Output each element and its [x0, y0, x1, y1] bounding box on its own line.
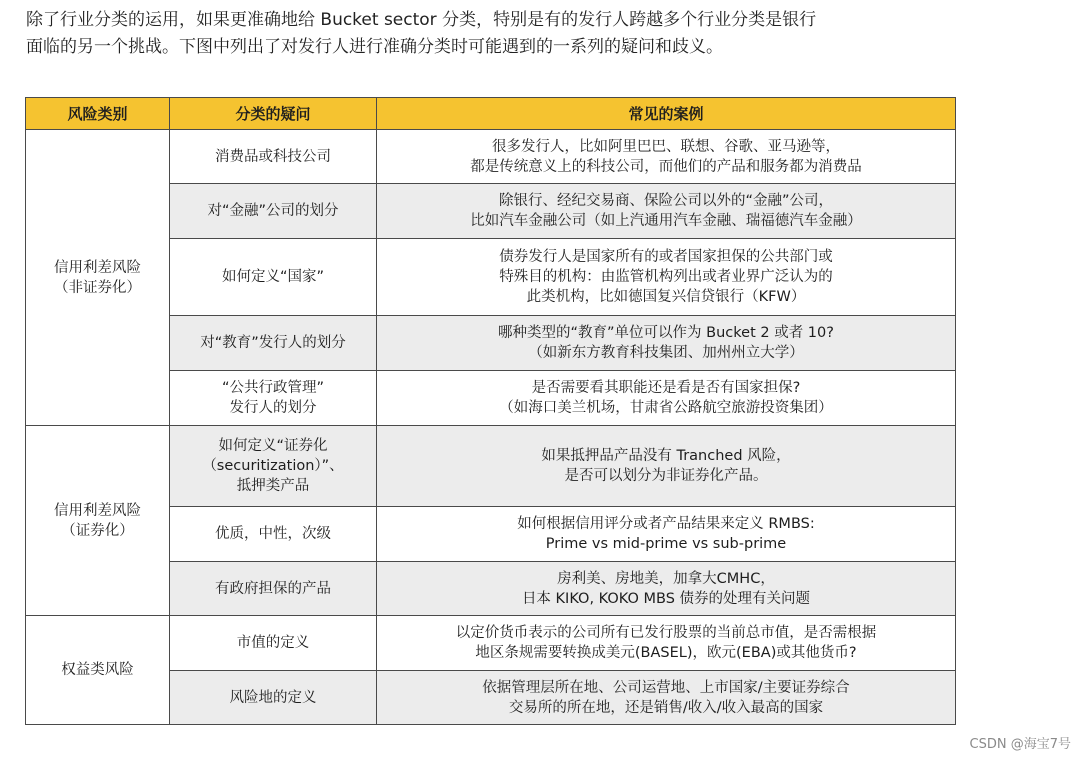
example-text: 除银行、经纪交易商、保险公司以外的“金融”公司，: [498, 193, 834, 209]
example-cell: [377, 371, 956, 426]
example-text: 很多发行人，比如阿里巴巴、联想、谷歌、亚马逊等，: [492, 138, 840, 155]
example-text: 地区条规需要转换成美元(BASEL)，欧元(EBA)或其他货币?: [475, 645, 857, 661]
example-cell: [377, 507, 956, 562]
example-text: （如新东方教育科技集团、加州州立大学）: [528, 345, 804, 361]
example-cell: [377, 184, 956, 239]
risk-category-cell: [26, 130, 170, 426]
intro-line: 面临的另一个挑战。下图中列出了对发行人进行准确分类时可能遇到的一系列的疑问和歧义。: [26, 37, 723, 57]
risk-category-cell: [26, 426, 170, 616]
question-cell: [170, 562, 377, 616]
example-text: 债券发行人是国家所有的或者国家担保的公共部门或: [499, 249, 833, 265]
example-cell: [377, 316, 956, 371]
example-text: 此类机构，比如德国复兴信贷银行（KFW）: [526, 289, 806, 305]
question-text: 消费品或科技公司: [215, 148, 331, 165]
example-text: 都是传统意义上的科技公司，而他们的产品和服务都为消费品: [470, 158, 862, 175]
risk-category-cell: [26, 616, 170, 725]
category-label: （非证券化）: [54, 279, 141, 296]
question-cell: [170, 184, 377, 239]
question-text: 如何定义“证券化: [218, 438, 328, 454]
category-label: 权益类风险: [61, 662, 134, 678]
question-cell: [170, 616, 377, 671]
example-text: 是否可以划分为非证券化产品。: [564, 468, 768, 484]
question-text: 风险地的定义: [229, 689, 317, 706]
table-row: [26, 130, 956, 184]
example-cell: [377, 426, 956, 507]
example-text: 交易所的所在地，还是销售/收入/收入最高的国家: [508, 699, 824, 716]
example-cell: [377, 671, 956, 725]
category-label: （证券化）: [61, 522, 134, 539]
example-text: 哪种类型的“教育”单位可以作为 Bucket 2 或者 10?: [498, 325, 834, 341]
question-text: 对“教育”发行人的划分: [200, 335, 346, 351]
example-text: 如果抵押品产品没有 Tranched 风险，: [541, 448, 791, 464]
example-text: 日本 KIKO, KOKO MBS 债券的处理有关问题: [521, 590, 811, 607]
question-text: 对“金融”公司的划分: [207, 203, 339, 219]
header-classification-question: 分类的疑问: [170, 98, 377, 130]
watermark: CSDN @海宝7号: [969, 737, 1071, 752]
question-text: 市值的定义: [236, 635, 310, 651]
example-cell: [377, 616, 956, 671]
example-text: 房利美、房地美，加拿大CMHC，: [557, 570, 775, 587]
intro-paragraph: [26, 7, 1066, 61]
example-text: 依据管理层所在地、公司运营地、上市国家/主要证券综合: [482, 679, 850, 696]
example-text: Prime vs mid-prime vs sub-prime: [545, 536, 787, 552]
example-text: 是否需要看其职能还是看是否有国家担保?: [531, 380, 801, 396]
table-row: [26, 616, 956, 671]
header-risk-category: 风险类别: [26, 98, 170, 130]
question-text: 发行人的划分: [229, 400, 317, 416]
example-text: 特殊目的机构：由监管机构列出或者业界广泛认为的: [499, 269, 833, 285]
table-row: [26, 426, 956, 507]
category-label: 信用利差风险: [54, 259, 141, 276]
example-text: 如何根据信用评分或者产品结果来定义 RMBS:: [517, 516, 815, 532]
question-text: 抵押类产品: [236, 478, 310, 494]
intro-line: 除了行业分类的运用，如果更准确地给 Bucket sector 分类，特别是有的发行人跨越多个行业分类是银行: [26, 10, 817, 30]
question-text: “公共行政管理”: [221, 380, 325, 396]
example-text: （如海口美兰机场，甘肃省公路航空旅游投资集团）: [499, 400, 833, 416]
question-text: （securitization）”、: [202, 458, 344, 474]
header-common-cases: 常见的案例: [377, 98, 956, 130]
example-text: 以定价货币表示的公司所有已发行股票的当前总市值，是否需根据: [455, 625, 877, 641]
risk-classification-table: [25, 97, 956, 725]
question-cell: [170, 371, 377, 426]
question-text: 如何定义“国家”: [221, 269, 325, 285]
category-label: 信用利差风险: [54, 502, 141, 519]
example-cell: [377, 562, 956, 616]
question-text: 优质，中性，次级: [215, 526, 331, 542]
question-cell: [170, 671, 377, 725]
example-cell: [377, 130, 956, 184]
question-cell: [170, 239, 377, 316]
table-header-row: [26, 98, 956, 130]
question-cell: [170, 316, 377, 371]
question-cell: [170, 507, 377, 562]
question-text: 有政府担保的产品: [215, 580, 331, 597]
question-cell: [170, 426, 377, 507]
question-cell: [170, 130, 377, 184]
example-cell: [377, 239, 956, 316]
example-text: 比如汽车金融公司（如上汽通用汽车金融、瑞福德汽车金融）: [470, 213, 862, 229]
